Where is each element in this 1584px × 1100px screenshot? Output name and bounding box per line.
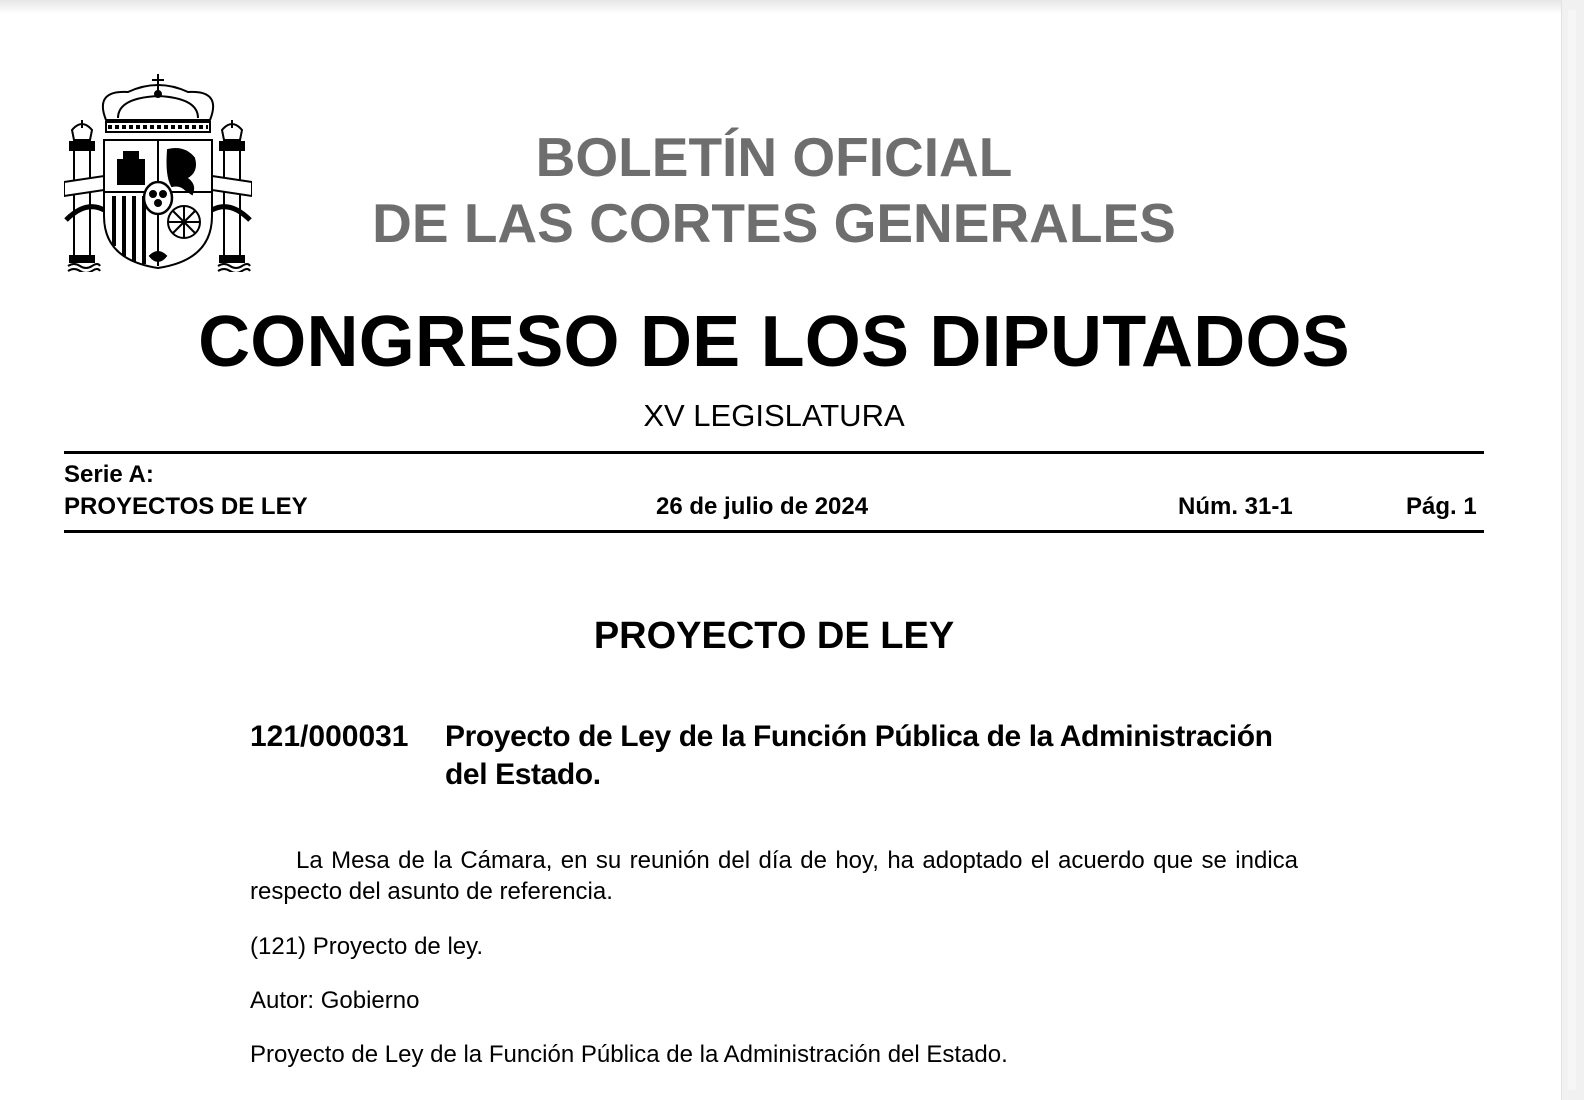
file-title-line1: Proyecto de Ley de la Función Pública de la Administración — [445, 720, 1273, 753]
scrollbar-thumb[interactable] — [1568, 10, 1576, 1090]
document-heading: PROYECTO DE LEY — [593, 615, 955, 657]
header-top-rule — [64, 451, 1484, 454]
paragraph-bill-title: Proyecto de Ley de la Función Pública de la Administración del Estado. — [250, 1041, 1008, 1068]
bulletin-title-line2: DE LAS CORTES GENERALES — [372, 192, 1176, 254]
vertical-scrollbar[interactable] — [1561, 0, 1584, 1100]
paragraph-proyecto-type: (121) Proyecto de ley. — [250, 933, 484, 960]
issue-number: Núm. 31-1 — [1178, 493, 1293, 520]
paragraph-mesa-agreement: La Mesa de la Cámara, en su reunión del día de hoy, ha adoptado el acuerdo que se indica respecto del asunto de referencia. — [250, 847, 1298, 905]
publication-date: 26 de julio de 2024 — [656, 493, 869, 520]
serie-label: Serie A: — [64, 461, 154, 488]
bulletin-title-line1: BOLETÍN OFICIAL — [535, 126, 1013, 188]
section-label: PROYECTOS DE LEY — [64, 493, 308, 520]
file-title-line2: del Estado. — [445, 758, 601, 791]
bulletin-title — [0, 124, 1548, 256]
header-bottom-rule — [64, 530, 1484, 533]
page-number: Pág. 1 — [1406, 493, 1477, 520]
file-title — [445, 718, 1325, 794]
chamber-title: CONGRESO DE LOS DIPUTADOS — [198, 302, 1350, 382]
paragraph-author: Autor: Gobierno — [250, 987, 420, 1014]
file-number: 121/000031 — [250, 720, 409, 753]
legislature-label: XV LEGISLATURA — [643, 398, 905, 433]
